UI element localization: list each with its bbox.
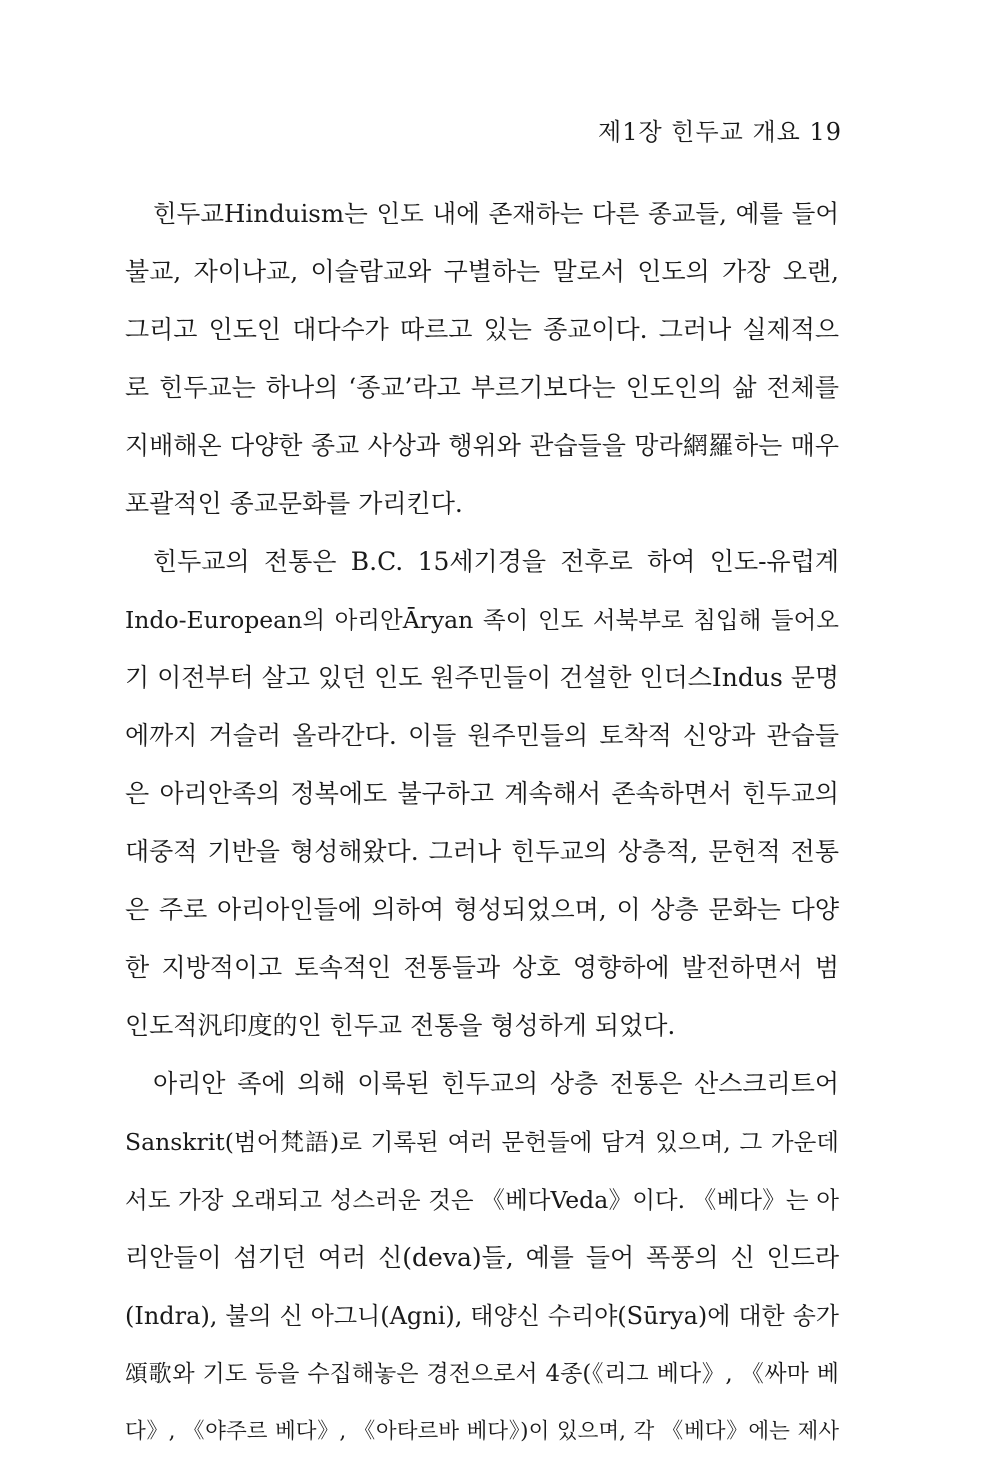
text-line: 힌두교Hinduism는 인도 내에 존재하는 다른 종교들, 예를 들어 <box>153 199 839 228</box>
text-line: 그리고 인도인 대다수가 따르고 있는 종교이다. 그러나 실제적으 <box>125 315 839 344</box>
text-line: 로 힌두교는 하나의 ‘종교’라고 부르기보다는 인도인의 삶 전체를 <box>125 373 839 402</box>
text-line: 포괄적인 종교문화를 가리킨다. <box>125 489 463 518</box>
text-line: 대중적 기반을 형성해왔다. 그러나 힌두교의 상층적, 문헌적 전통 <box>125 837 839 866</box>
text-line: 서도 가장 오래되고 성스러운 것은 《베다Veda》이다. 《베다》는 아 <box>125 1186 839 1214</box>
running-head: 제1장 힌두교 개요 19 <box>598 118 842 146</box>
text-line: Indo-European의 아리안Āryan 족이 인도 서북부로 침입해 들어오 <box>125 606 839 634</box>
text-line: 아리안 족에 의해 이룩된 힌두교의 상층 전통은 산스크리트어 <box>153 1069 839 1098</box>
text-line: Sanskrit(범어梵語)로 기록된 여러 문헌들에 담겨 있으며, 그 가운데 <box>125 1128 839 1156</box>
text-line: 은 주로 아리아인들에 의하여 형성되었으며, 이 상층 문화는 다양 <box>125 895 839 924</box>
text-line: 에까지 거슬러 올라간다. 이들 원주민들의 토착적 신앙과 관습들 <box>125 721 839 750</box>
body-text <box>125 185 839 1461</box>
text-line: 지배해온 다양한 종교 사상과 행위와 관습들을 망라網羅하는 매우 <box>125 431 839 460</box>
text-line: 한 지방적이고 토속적인 전통들과 상호 영향하에 발전하면서 범 <box>125 953 839 982</box>
text-line: 불교, 자이나교, 이슬람교와 구별하는 말로서 인도의 가장 오랜, <box>125 257 839 286</box>
text-line: 은 아리안족의 정복에도 불구하고 계속해서 존속하면서 힌두교의 <box>125 779 839 808</box>
text-line: 頌歌와 기도 등을 수집해놓은 경전으로서 4종(《리그 베다》, 《싸마 베 <box>125 1361 839 1387</box>
text-line: (Indra), 불의 신 아그니(Agni), 태양신 수리야(Sūrya)에 대한 송가 <box>125 1302 839 1330</box>
text-line: 다》, 《야주르 베다》, 《아타르바 베다》)이 있으며, 각 《베다》에는 제사 <box>125 1419 839 1444</box>
text-line: 기 이전부터 살고 있던 인도 원주민들이 건설한 인더스Indus 문명 <box>125 663 839 692</box>
text-line: 리안들이 섬기던 여러 신(deva)들, 예를 들어 폭풍의 신 인드라 <box>125 1243 839 1272</box>
text-line: 인도적汎印度的인 힌두교 전통을 형성하게 되었다. <box>125 1011 676 1040</box>
text-line: 힌두교의 전통은 B.C. 15세기경을 전후로 하여 인도-유럽계 <box>153 547 839 576</box>
